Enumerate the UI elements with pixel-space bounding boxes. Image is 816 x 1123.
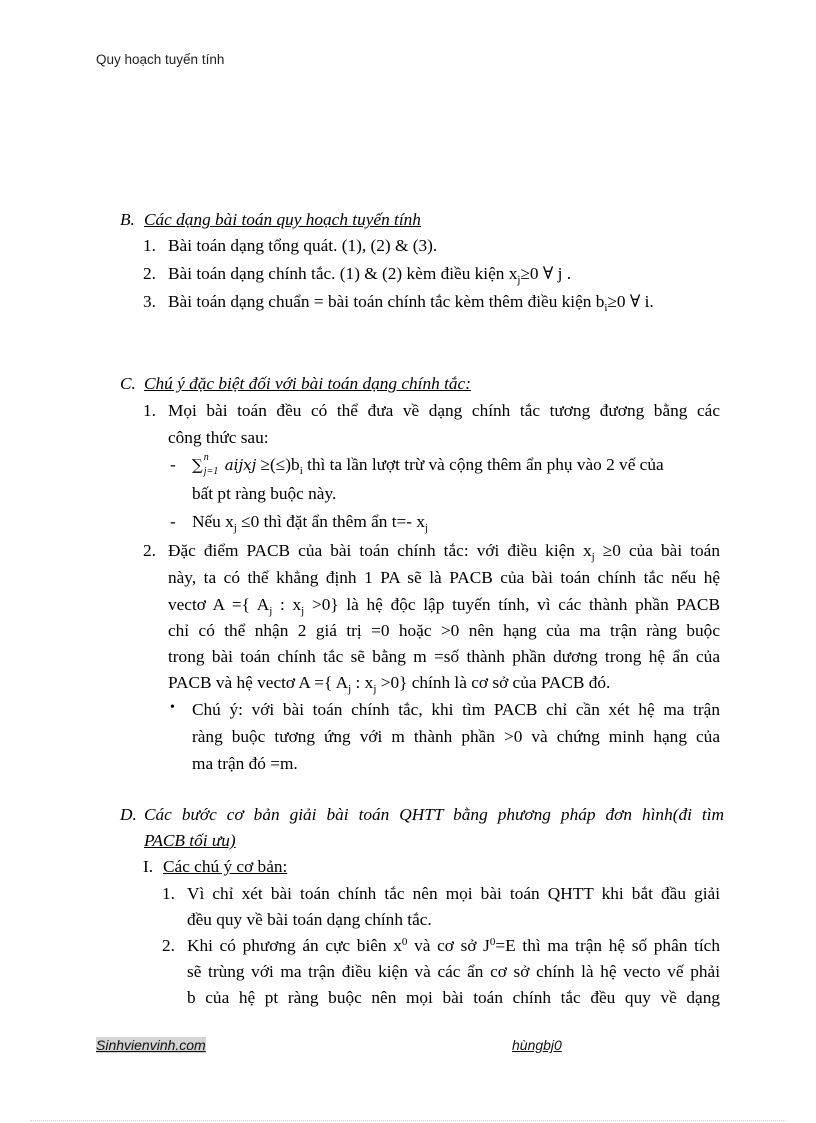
section-d-letter: D.: [120, 805, 137, 824]
item-text: ≥0 ∀ i.: [607, 292, 654, 311]
section-c-item-1-line-2: công thức sau:: [168, 428, 269, 447]
text: =E thì ma trận hệ số phân tích: [495, 936, 720, 955]
sum-upper: n: [203, 452, 209, 463]
section-d-item-2-number: 2.: [162, 936, 175, 955]
subscript: j: [233, 522, 237, 534]
page-bottom-divider: [30, 1120, 786, 1121]
section-b-letter: B.: [120, 210, 135, 229]
subscript: i: [299, 465, 303, 477]
text: Khi có phương án cực biên x: [187, 936, 402, 955]
item-text: Bài toán dạng chuẩn = bài toán chính tắc kèm thêm điều kiện b: [168, 292, 605, 311]
sub-title: Các chú ý cơ bản:: [163, 857, 288, 876]
item-text: Bài toán dạng chính tắc. (1) & (2) kèm điều kiện x: [168, 264, 518, 283]
text: PACB và hệ vectơ A ={ A: [168, 673, 349, 692]
section-c-item-1-line-1: Mọi bài toán đều có thể đưa về dạng chính tắc tương đương bằng các: [168, 401, 720, 420]
bullet-marker: •: [170, 700, 175, 715]
text: thì ta lần lượt trừ và cộng thêm ẩn phụ vào 2 vế của: [302, 455, 664, 474]
section-d-item-2-line-2: sẽ trùng với ma trận điều kiện và các ẩn cơ sở chính là hệ vecto vế phải: [187, 962, 720, 981]
relation: ≥(≤)b: [256, 455, 300, 474]
section-b-item-2: [143, 264, 571, 284]
subscript: j: [301, 605, 305, 617]
section-d-heading-line-2: PACB tối ưu): [144, 831, 236, 850]
text: vectơ A ={ A: [168, 595, 270, 614]
sum-expr: aijxj: [224, 456, 257, 474]
section-d-item-2-line-1: [187, 936, 720, 956]
dash-marker: -: [170, 512, 176, 531]
text: Đặc điểm PACB của bài toán chính tắc: với điều kiện x: [168, 541, 592, 560]
section-d-heading-line-1: [120, 805, 724, 825]
running-header: Quy hoạch tuyến tính: [96, 52, 225, 67]
subscript: i: [604, 302, 608, 314]
superscript: 0: [401, 936, 408, 948]
section-c-dash-2: [192, 512, 428, 532]
section-d-item-1-line-2: đều quy về bài toán dạng chính tắc.: [187, 910, 432, 929]
note-line-2: ràng buộc tương ứng với m thành phần >0 và chứng minh hạng của: [192, 727, 720, 746]
section-c-item-2-line-4: chỉ có thể nhận 2 giá trị =0 hoặc >0 nên hạng của ma trận ràng buộc: [168, 621, 720, 640]
footer-site-link[interactable]: Sinhvienvinh.com: [96, 1037, 206, 1053]
sum-symbol: ∑: [192, 456, 203, 474]
text: Nếu x: [192, 512, 234, 531]
subscript: j: [425, 522, 429, 534]
section-d-item-1-number: 1.: [162, 884, 175, 903]
text: >0} chính là cơ sở của PACB đó.: [376, 673, 611, 692]
section-d-title: Các bước cơ bản giải bài toán QHTT bằng phương pháp đơn hình(đi tìm: [144, 805, 724, 824]
item-number: 3.: [143, 292, 156, 311]
section-c-item-2-line-6: [168, 673, 610, 693]
section-c-title: Chú ý đặc biệt đối với bài toán dạng chính tắc:: [144, 374, 471, 393]
footer-author: hùngbj0: [512, 1037, 562, 1053]
section-d-item-2-line-3: b của hệ pt ràng buộc nên mọi bài toán chính tắc đều quy về dạng: [187, 988, 720, 1007]
section-c-letter: C.: [120, 374, 136, 393]
superscript: 0: [489, 936, 496, 948]
subscript: j: [348, 683, 352, 695]
item-number: 2.: [143, 264, 156, 283]
text: ≤0 thì đặt ẩn thêm ẩn t=- x: [236, 512, 425, 531]
section-c-item-2-line-1: [168, 541, 720, 561]
item-text: ≥0 ∀ j .: [520, 264, 572, 283]
text: >0} là hệ độc lập tuyến tính, vì các thành phần PACB: [304, 595, 720, 614]
section-d-subheading: [143, 857, 287, 877]
section-b-item-3: [143, 292, 654, 312]
subscript: j: [373, 683, 377, 695]
section-b-title: Các dạng bài toán quy hoạch tuyến tính: [144, 210, 421, 229]
dash-marker: -: [170, 455, 176, 474]
text: và cơ sở J: [407, 936, 490, 955]
section-c-item-2-number: 2.: [143, 541, 156, 560]
text: : x: [272, 595, 302, 614]
note-line-1: Chú ý: với bài toán chính tắc, khi tìm PACB chỉ cần xét hệ ma trận: [192, 700, 720, 719]
sum-lower: j=1: [203, 466, 219, 477]
section-c-dash-1-line-2: bất pt ràng buộc này.: [192, 484, 337, 503]
item-number: 1.: [143, 236, 156, 255]
subscript: j: [591, 551, 595, 563]
section-c-item-2-line-5: trong bài toán chính tắc sẽ bằng m =số thành phần dương trong hệ ẩn của: [168, 647, 720, 666]
section-d-item-1-line-1: Vì chỉ xét bài toán chính tắc nên mọi bài toán QHTT khi bắt đầu giải: [187, 884, 720, 903]
text: ≥0 của bài toán: [594, 541, 720, 560]
subscript: j: [269, 605, 273, 617]
item-text: Bài toán dạng tổng quát. (1), (2) & (3).: [168, 236, 438, 255]
section-c-item-2-line-2: này, ta có thể khẳng định 1 PA sẽ là PACB của bài toán chính tắc nếu hệ: [168, 568, 720, 587]
section-c-item-2-line-3: [168, 595, 720, 615]
text: : x: [351, 673, 374, 692]
note-line-3: ma trận đó =m.: [192, 754, 298, 773]
subscript: j: [517, 274, 521, 286]
section-b-heading: [120, 210, 421, 230]
section-b-item-1: [143, 236, 437, 256]
section-c-heading: [120, 374, 471, 394]
sub-number: I.: [143, 857, 154, 876]
section-c-dash-1: [192, 452, 664, 477]
section-c-item-1-number: 1.: [143, 401, 156, 420]
